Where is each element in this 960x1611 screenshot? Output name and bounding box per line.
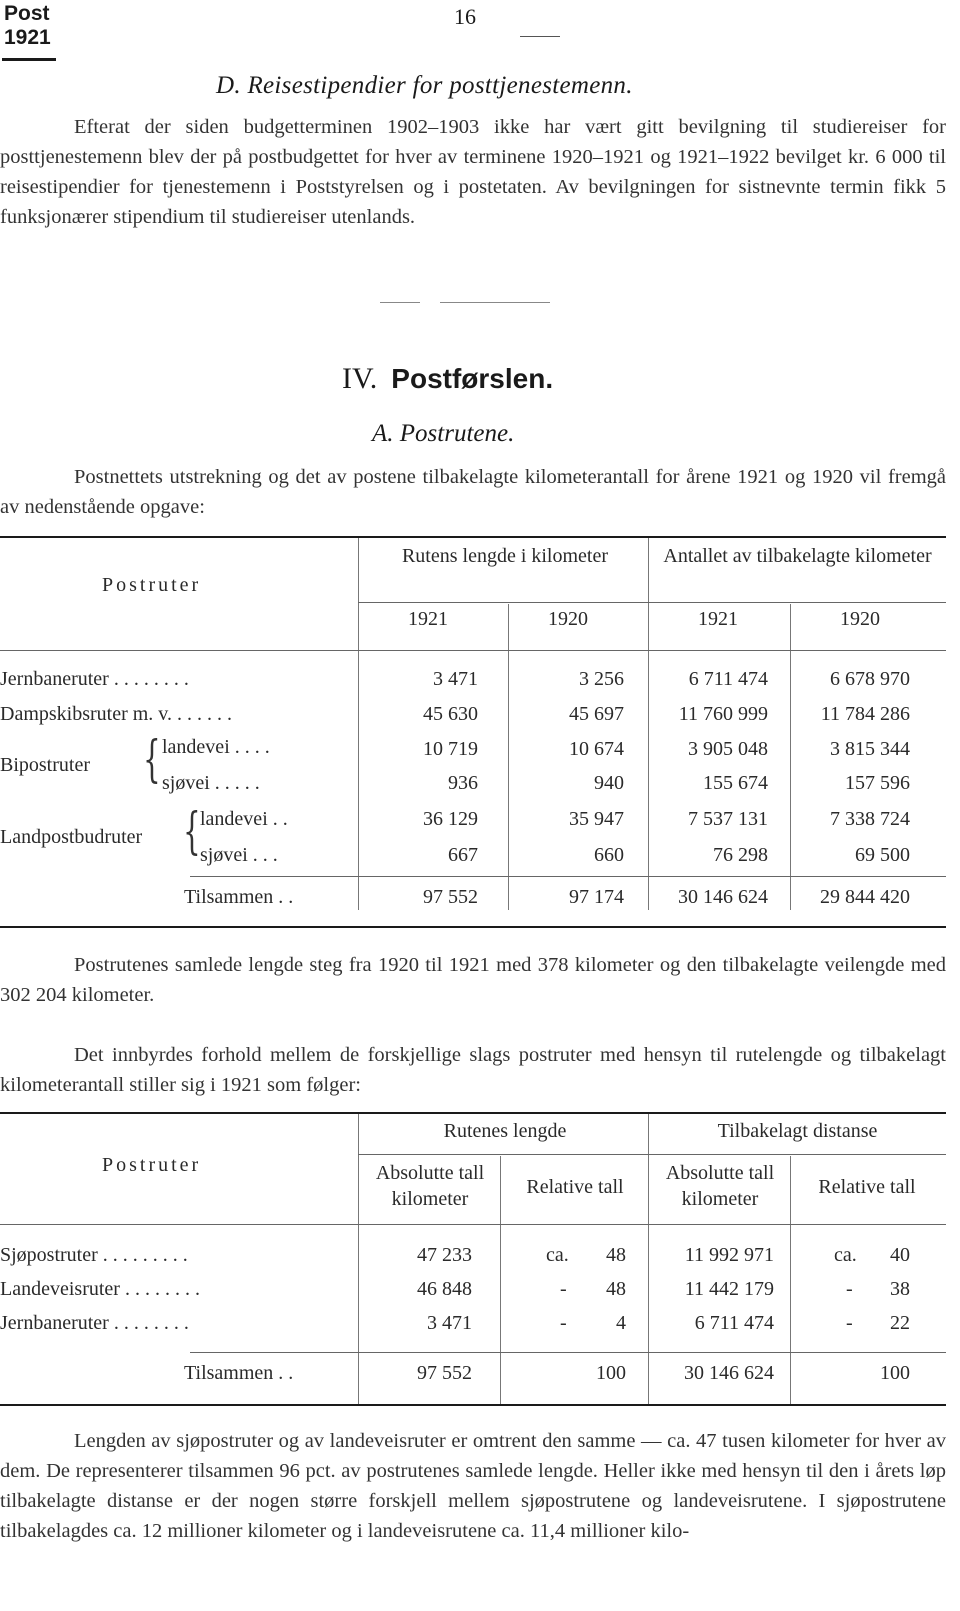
cell-relative-distance: 40 — [890, 1244, 910, 1266]
table1-year-1920-distance: 1920 — [840, 608, 880, 630]
table2-bottom-rule — [0, 1404, 946, 1406]
table1-header-distance: Antallet av tilbakelagte kilometer — [663, 545, 932, 567]
row-label: Tilsammen — [184, 1362, 274, 1384]
cell-absolute-length: 3 471 — [427, 1312, 472, 1334]
table2-vline-3 — [500, 1156, 501, 1404]
table1-total-rule — [190, 876, 946, 877]
page-number: 16 — [454, 4, 476, 29]
table2-sub-relative-length: Relative tall — [526, 1176, 624, 1198]
subsection-a-heading: A. Postrutene. — [372, 420, 515, 447]
corner-rule — [2, 58, 56, 61]
chapter-heading — [342, 362, 553, 396]
cell-length-1921: 667 — [448, 844, 478, 866]
chapter-roman: IV. — [342, 362, 378, 395]
paragraph-length-increase — [0, 950, 946, 1010]
table2-vline-2 — [648, 1114, 649, 1404]
cell-km-1921: 155 674 — [703, 772, 768, 794]
leader-dots: . . . . . . . . — [113, 668, 189, 690]
row-label: landevei — [200, 808, 268, 830]
table2-vline-1 — [358, 1114, 359, 1404]
table2-vline-4 — [790, 1156, 791, 1404]
corner-label-line1: Post — [4, 2, 50, 25]
paragraph-relation-intro-text: Det innbyrdes forhold mellem de forskjellige slags postruter med hensyn til rutelengde og tilbakelagt kilometerantall stiller sig i 1921 som følger: — [0, 1044, 946, 1096]
cell-prefix-length: ca. — [546, 1244, 569, 1266]
row-label: Jernbaneruter — [0, 668, 109, 690]
table2-header-bottom-rule — [0, 1224, 946, 1225]
cell-length-1920: 10 674 — [569, 738, 624, 760]
corner-label-line2: 1921 — [4, 26, 51, 49]
brace-bipostruter: { — [143, 730, 161, 788]
table1-top-rule — [0, 536, 946, 538]
leader-dots: . . . . . . . . . — [102, 1244, 188, 1266]
leader-dots: . . . . . . . . — [124, 1278, 200, 1300]
paragraph-length-increase-text: Postrutenes samlede lengde steg fra 1920 til 1921 med 378 kilometer og den tilbakelagte veilengde med 302 204 kilometer. — [0, 954, 946, 1006]
cell-relative-length: 48 — [606, 1278, 626, 1300]
table1-subheader-rule — [358, 602, 946, 603]
group-label-landpostbudruter: Landpostbudruter — [0, 826, 143, 848]
row-label: sjøvei — [200, 844, 248, 866]
table2-header-distance: Tilbakelagt distanse — [717, 1120, 878, 1142]
table2-header-postruter: Postruter — [102, 1154, 202, 1176]
leader-dots: . . . . . — [214, 772, 260, 794]
subsection-a-intro — [0, 462, 946, 522]
brace-landpostbudruter: { — [183, 802, 201, 860]
cell-length-1921: 97 552 — [423, 886, 478, 908]
cell-prefix-length: - — [560, 1278, 567, 1300]
table2-sub-absolute-length: Absolutte tall kilometer — [375, 1162, 485, 1210]
row-label: Dampskibsruter m. v. — [0, 703, 173, 725]
table1-year-1921-distance: 1921 — [698, 608, 738, 630]
row-label: sjøvei — [162, 772, 210, 794]
cell-absolute-length: 97 552 — [417, 1362, 472, 1384]
cell-km-1921: 76 298 — [713, 844, 768, 866]
cell-relative-distance: 22 — [890, 1312, 910, 1334]
separator-dash-2 — [440, 302, 550, 303]
leader-dots: . . . . — [234, 736, 270, 758]
row-label: Tilsammen — [184, 886, 274, 908]
section-d-heading: D. Reisestipendier for posttjenestemenn. — [216, 72, 633, 99]
table2-header-lengths: Rutenes lengde — [443, 1120, 567, 1142]
separator-dash-1 — [380, 302, 420, 303]
cell-km-1921: 11 760 999 — [678, 703, 768, 725]
cell-length-1920: 940 — [594, 772, 624, 794]
table1-header-length: Rutens lengde i kilometer — [401, 545, 609, 567]
table2-sub-relative-distance: Relative tall — [818, 1176, 916, 1198]
leader-dots: . . — [272, 808, 288, 830]
table1-year-1921-length: 1921 — [408, 608, 448, 630]
cell-km-1921: 7 537 131 — [688, 808, 768, 830]
table1-vline-1 — [358, 538, 359, 910]
cell-km-1920: 3 815 344 — [830, 738, 910, 760]
cell-km-1920: 69 500 — [855, 844, 910, 866]
row-label: Jernbaneruter — [0, 1312, 109, 1334]
leader-dots: . . . — [252, 844, 278, 866]
cell-absolute-distance: 11 442 179 — [684, 1278, 774, 1300]
section-d-paragraph — [0, 112, 946, 232]
cell-length-1921: 45 630 — [423, 703, 478, 725]
table2-total-rule — [190, 1352, 946, 1353]
cell-length-1920: 45 697 — [569, 703, 624, 725]
cell-km-1921: 30 146 624 — [678, 886, 768, 908]
cell-prefix-distance: - — [846, 1312, 853, 1334]
table2-sub-absolute-distance: Absolutte tall kilometer — [665, 1162, 775, 1210]
cell-length-1920: 3 256 — [579, 668, 624, 690]
section-d-paragraph-text: Efterat der siden budgetterminen 1902–1903 ikke har vært gitt bevilgning til studiereiser for posttjenestemenn blev der på postbudgettet for hver av terminene 1920–1921 og 1921–1922 bevilget kr. 6 000 til reisestipendier for tjenestemenn i Poststyrelsen og i postetaten. Av bevilgningen for sistnevnte termin fikk 5 funksjonærer stipendium til studiereiser utenlands. — [0, 116, 946, 228]
corner-label — [4, 2, 51, 50]
cell-relative-distance: 100 — [880, 1362, 910, 1384]
cell-km-1920: 6 678 970 — [830, 668, 910, 690]
cell-relative-length: 48 — [606, 1244, 626, 1266]
table1-header-postruter: Postruter — [102, 574, 202, 596]
row-label: Landeveisruter — [0, 1278, 120, 1300]
cell-km-1920: 157 596 — [845, 772, 910, 794]
cell-relative-length: 100 — [596, 1362, 626, 1384]
group-label-bipostruter: Bipostruter — [0, 754, 90, 776]
table1-header-bottom-rule — [0, 650, 946, 651]
paragraph-conclusion — [0, 1426, 946, 1546]
subsection-a-intro-text: Postnettets utstrekning og det av postene tilbakelagte kilometerantall for årene 1921 og 1920 vil fremgå av nedenstående opgave: — [0, 466, 946, 518]
paragraph-conclusion-text: Lengden av sjøpostruter og av landeveisruter er omtrent den samme — ca. 47 tusen kilometer for hver av dem. De representerer tilsammen 96 pct. av postrutenes samlede lengde. Heller ikke med hensyn til den i årets løp tilbakelagte distanse er der nogen større forskjell mellem sjøpostrutene og landeveisrutene. I sjøpostrutene tilbakelagdes ca. 12 millioner kilometer og i landeveisrutene ca. 11,4 millioner kilo- — [0, 1430, 946, 1542]
cell-prefix-distance: - — [846, 1278, 853, 1300]
cell-absolute-distance: 11 992 971 — [684, 1244, 774, 1266]
leader-dots: . . — [278, 1362, 294, 1384]
row-label: Sjøpostruter — [0, 1244, 98, 1266]
cell-relative-length: 4 — [616, 1312, 626, 1334]
table1-vline-2 — [648, 538, 649, 910]
leader-dots: . . . . . . . . — [113, 1312, 189, 1334]
cell-relative-distance: 38 — [890, 1278, 910, 1300]
cell-length-1921: 3 471 — [433, 668, 478, 690]
chapter-title: Postførslen. — [391, 363, 554, 394]
cell-km-1921: 6 711 474 — [688, 668, 768, 690]
cell-length-1920: 35 947 — [569, 808, 624, 830]
leader-dots: . . — [278, 886, 294, 908]
cell-km-1921: 3 905 048 — [688, 738, 768, 760]
cell-absolute-length: 46 848 — [417, 1278, 472, 1300]
table2-top-rule — [0, 1112, 946, 1114]
row-label: landevei — [162, 736, 230, 758]
cell-absolute-distance: 6 711 474 — [694, 1312, 774, 1334]
cell-length-1920: 97 174 — [569, 886, 624, 908]
cell-km-1920: 7 338 724 — [830, 808, 910, 830]
cell-km-1920: 11 784 286 — [820, 703, 910, 725]
cell-prefix-length: - — [560, 1312, 567, 1334]
cell-prefix-distance: ca. — [834, 1244, 857, 1266]
cell-length-1921: 36 129 — [423, 808, 478, 830]
cell-absolute-distance: 30 146 624 — [684, 1362, 774, 1384]
cell-length-1921: 936 — [448, 772, 478, 794]
cell-length-1920: 660 — [594, 844, 624, 866]
page-number-rule — [520, 36, 560, 37]
table2-subheader-rule — [358, 1154, 946, 1155]
table1-year-1920-length: 1920 — [548, 608, 588, 630]
table1-bottom-rule — [0, 926, 946, 928]
paragraph-relation-intro — [0, 1040, 946, 1100]
leader-dots: . . . . . . — [177, 703, 233, 725]
cell-length-1921: 10 719 — [423, 738, 478, 760]
cell-absolute-length: 47 233 — [417, 1244, 472, 1266]
cell-km-1920: 29 844 420 — [820, 886, 910, 908]
